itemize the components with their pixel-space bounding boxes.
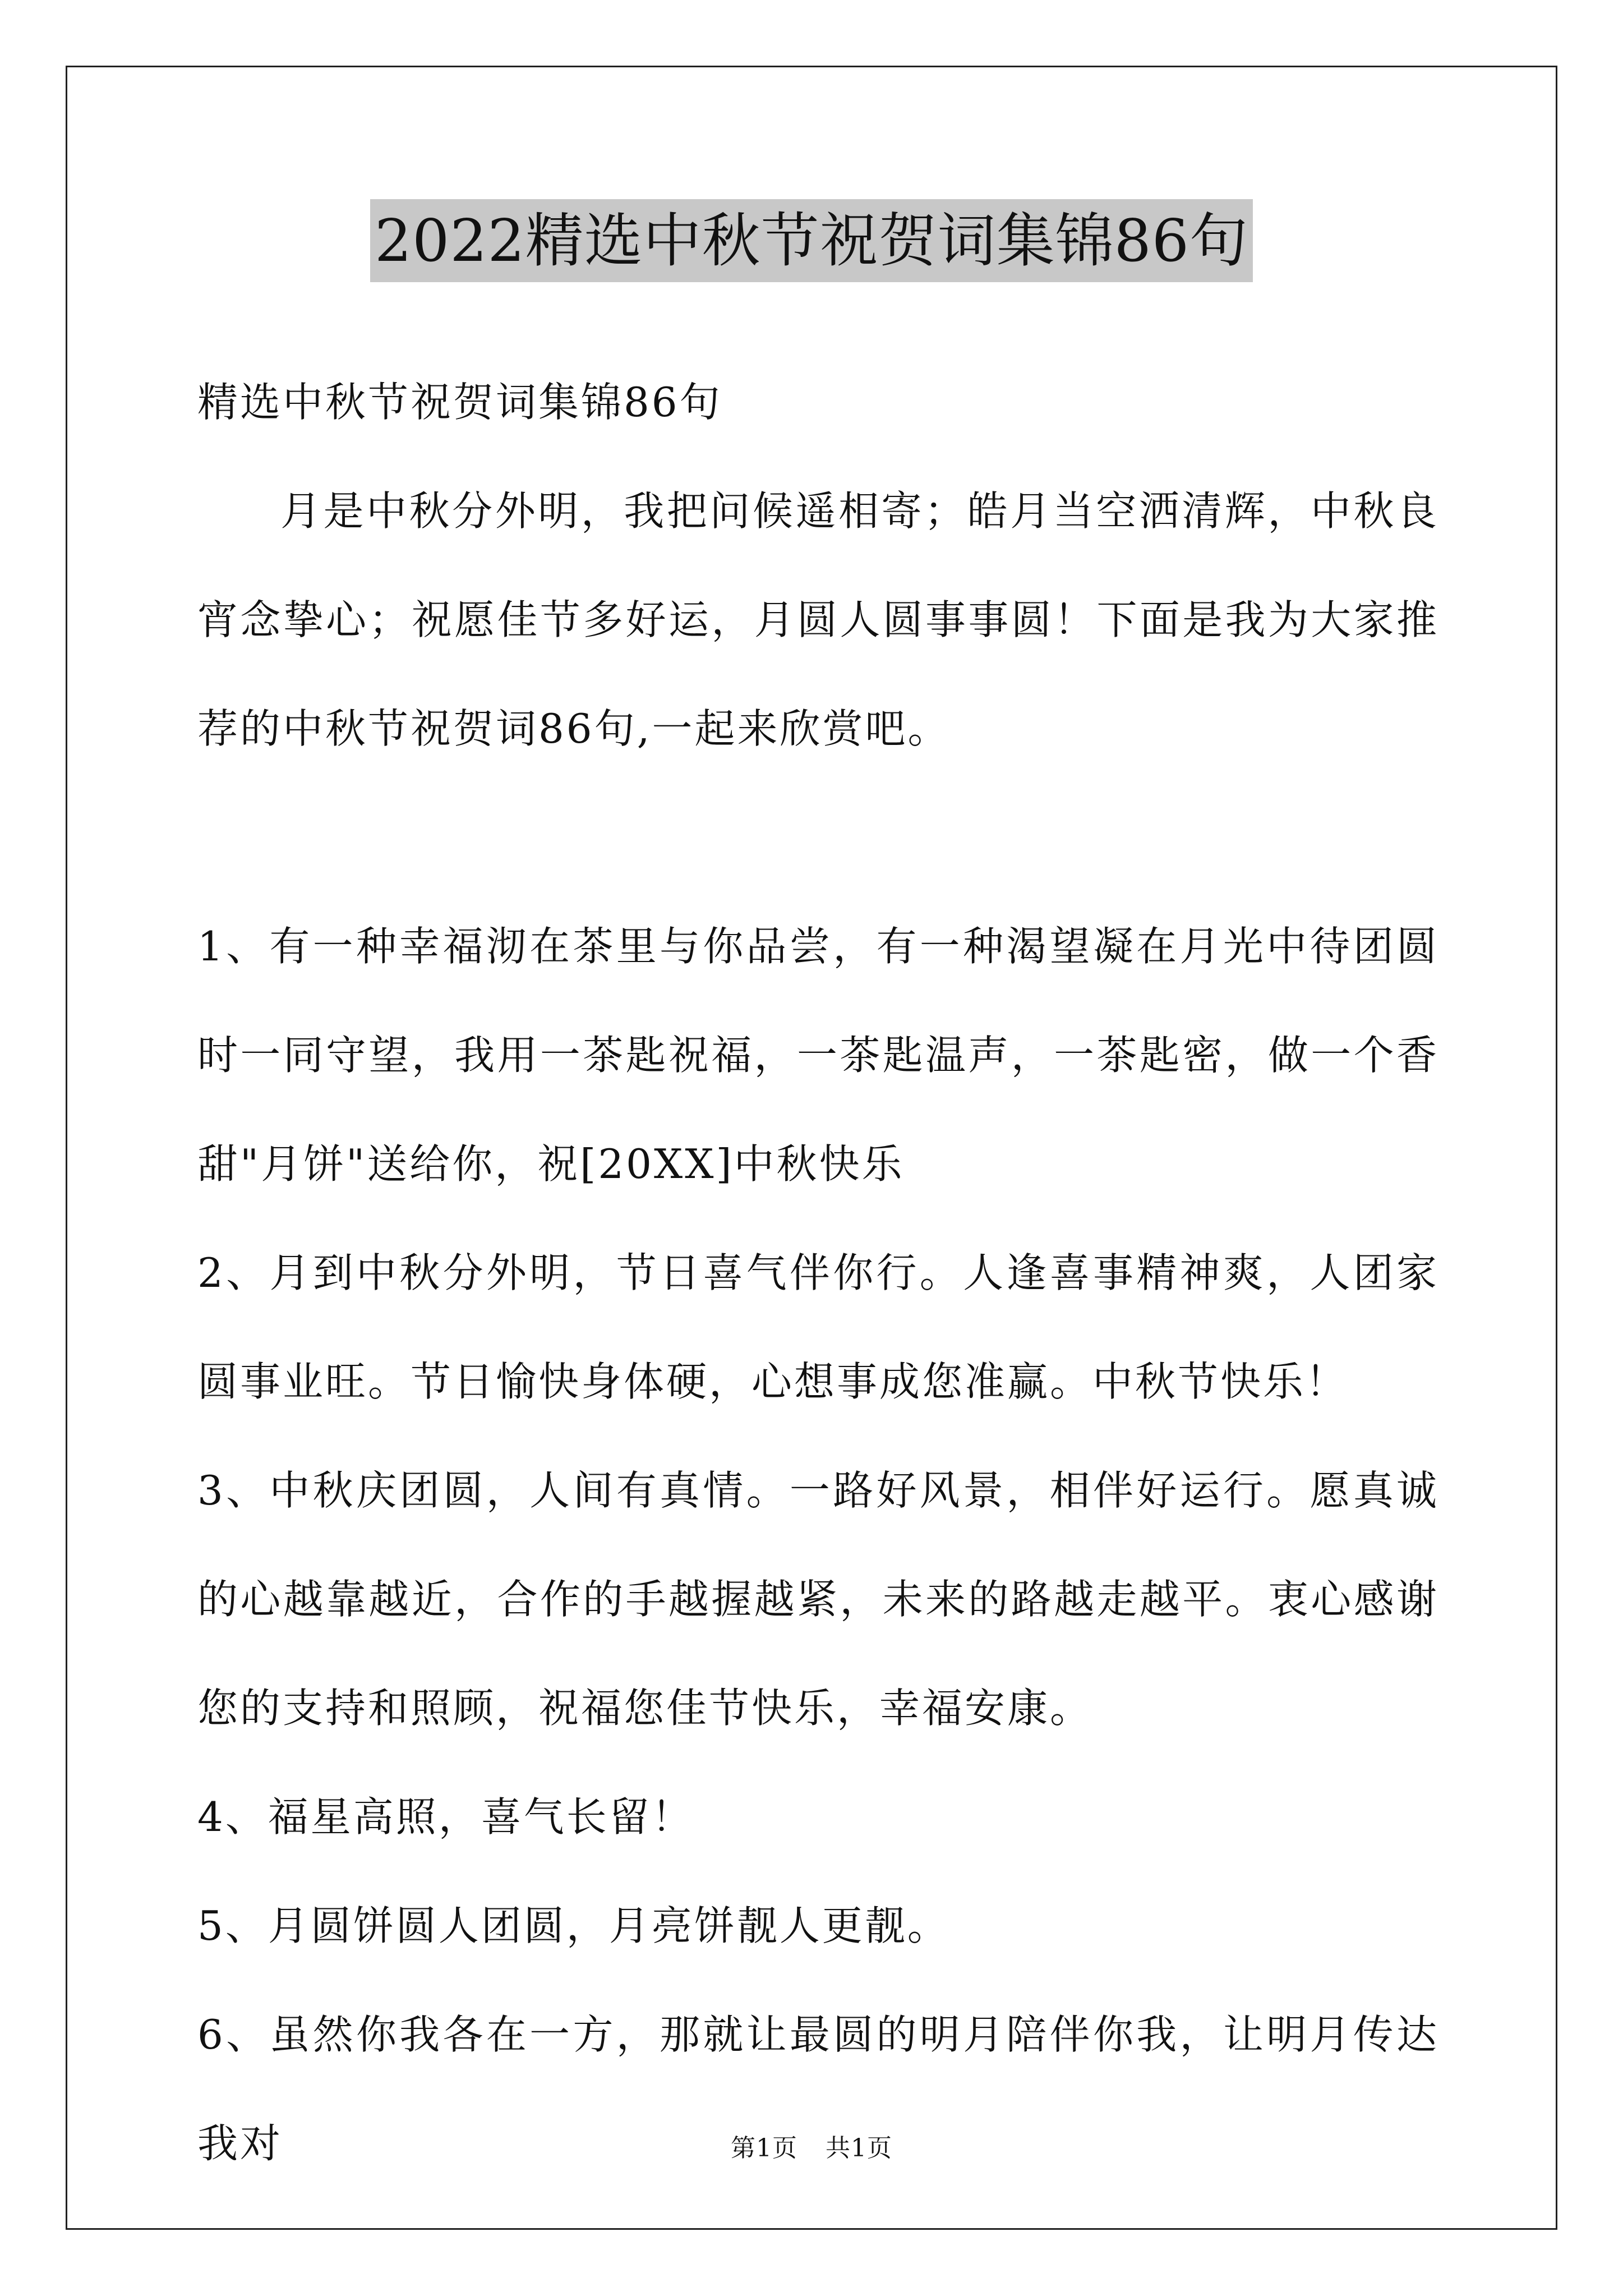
greeting-item: 5、月圆饼圆人团圆，月亮饼靓人更靓。 <box>197 1902 950 1949</box>
document-title: 2022精选中秋节祝贺词集锦86句 <box>370 199 1253 282</box>
title-container <box>0 199 1623 282</box>
greeting-item: 2、月到中秋分外明，节日喜气伴你行。人逢喜事精神爽，人团家圆事业旺。节日愉快身体硬，心想事成您准赢。中秋节快乐！ <box>197 1249 1439 1405</box>
greeting-item: 4、福星高照，喜气长留！ <box>197 1793 694 1841</box>
page-footer <box>0 2132 1623 2165</box>
greeting-item: 3、中秋庆团圆，人间有真情。一路好风景，相伴好运行。愿真诚的心越靠越近，合作的手越握越紧，未来的路越走越平。衷心感谢您的支持和照顾，祝福您佳节快乐，幸福安康。 <box>197 1467 1439 1732</box>
greeting-item: 1、有一种幸福沏在茶里与你品尝，有一种渴望凝在月光中待团圆时一同守望，我用一茶匙祝福，一茶匙温声，一茶匙密，做一个香甜"月饼"送给你，祝[20XX]中秋快乐 <box>197 923 1439 1188</box>
page-total: 共1页 <box>826 2134 892 2162</box>
page-number: 第1页 <box>731 2134 797 2162</box>
document-subtitle: 精选中秋节祝贺词集锦86句 <box>197 379 722 426</box>
intro-paragraph: 月是中秋分外明，我把问候遥相寄；皓月当空洒清辉，中秋良宵念挚心；祝愿佳节多好运，月圆人圆事事圆！下面是我为大家推荐的中秋节祝贺词86句,一起来欣赏吧。 <box>197 487 1439 752</box>
document-body <box>197 348 1439 2198</box>
greeting-item: 6、虽然你我各在一方，那就让最圆的明月陪伴你我，让明月传达我对 <box>197 2011 1439 2167</box>
paragraph-spacer <box>197 783 1439 892</box>
